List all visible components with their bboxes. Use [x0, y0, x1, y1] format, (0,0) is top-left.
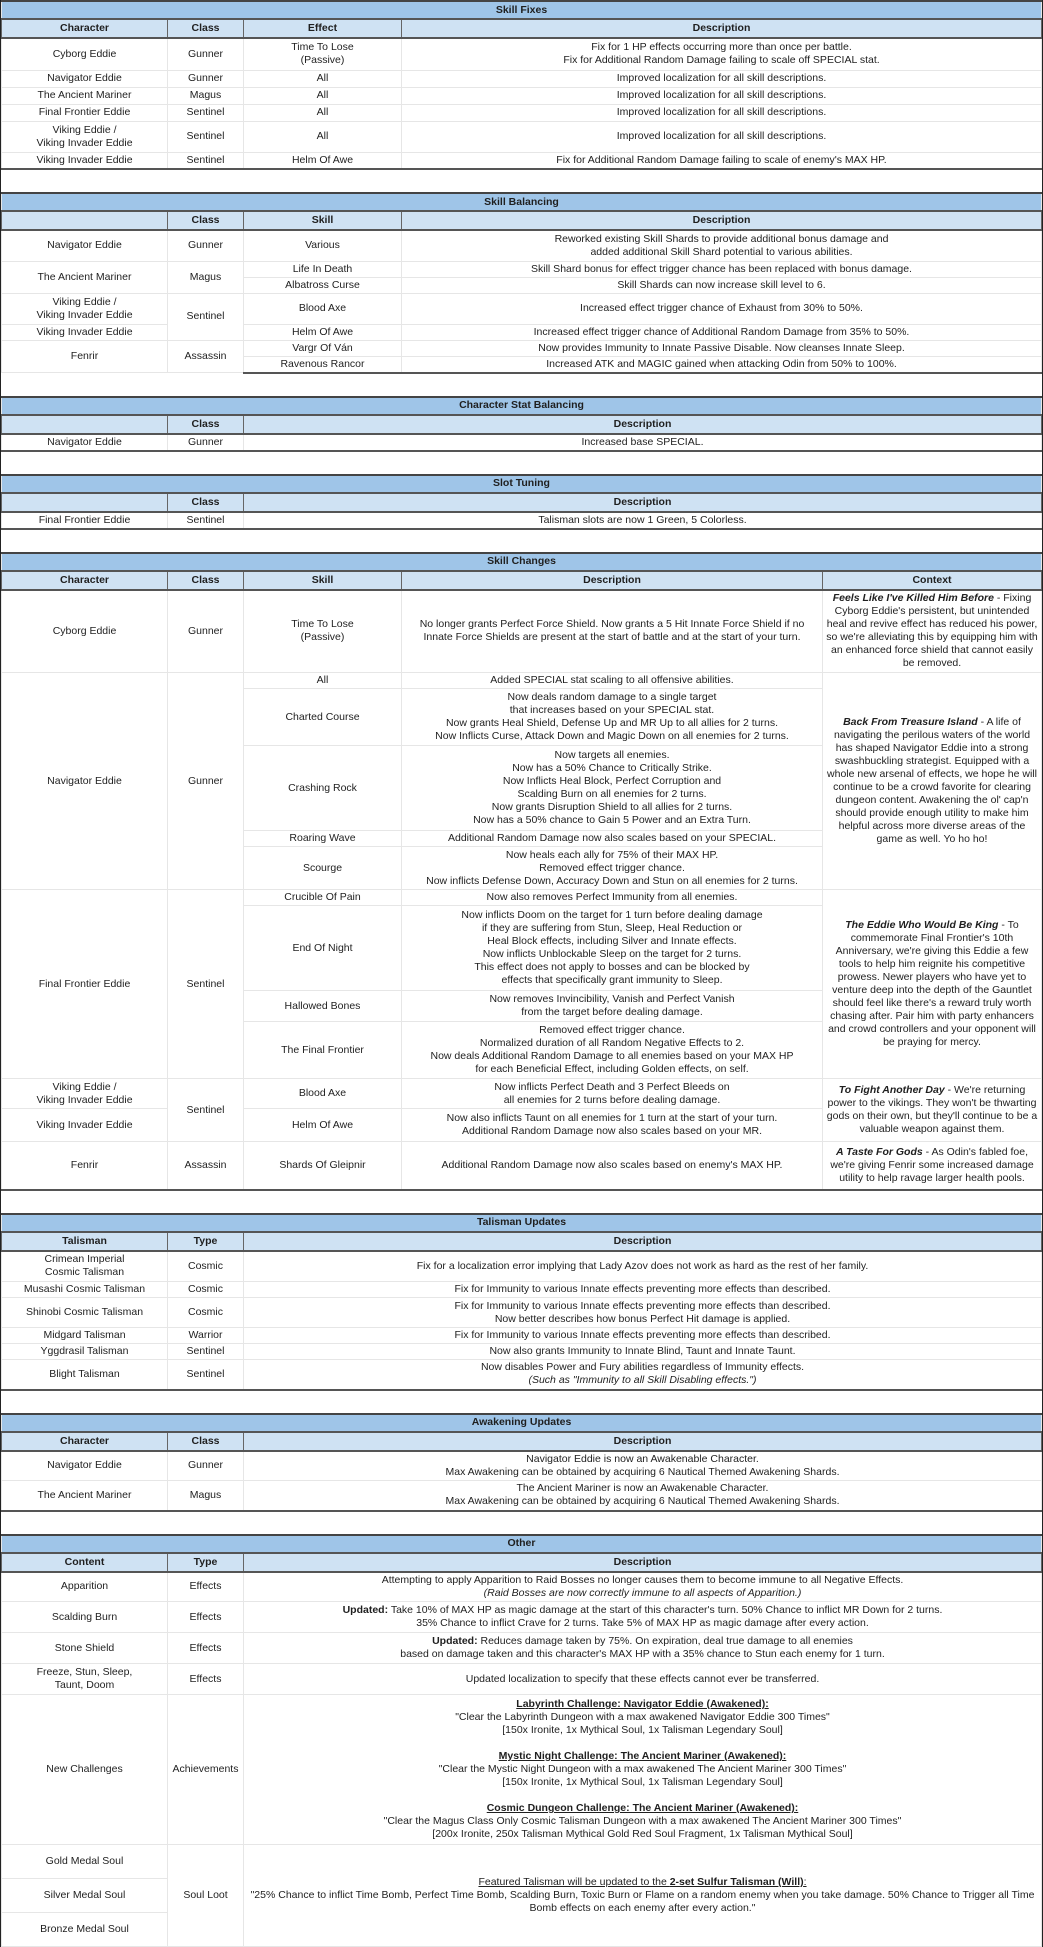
description-cell: Now also inflicts Taunt on all enemies for 1 turn at the start of your turn. Additional Random Damage now also scales based on your MR. — [402, 1109, 823, 1142]
description-cell: Fix for a localization error implying that Lady Azov does not work as hard as the rest of her family. — [244, 1251, 1042, 1282]
description-cell: Added SPECIAL stat scaling to all offensive abilities. — [402, 673, 823, 689]
effect-cell: All — [244, 87, 402, 104]
section-title: Slot Tuning — [2, 475, 1042, 493]
talisman-cell: Musashi Cosmic Talisman — [2, 1282, 168, 1298]
column-header: Talisman — [2, 1232, 168, 1251]
table-row — [2, 434, 1042, 451]
section-title: Skill Fixes — [2, 1, 1042, 19]
class-cell: Gunner — [168, 1451, 244, 1481]
effect-cell: All — [244, 104, 402, 121]
column-header: Class — [168, 493, 244, 512]
description-cell: Now removes Invincibility, Vanish and Perfect Vanish from the target before dealing damage. — [402, 991, 823, 1022]
skill-cell: Helm Of Awe — [244, 1109, 402, 1142]
skill-cell: Crashing Rock — [244, 746, 402, 831]
type-cell: Warrior — [168, 1328, 244, 1344]
table-row — [2, 1142, 1042, 1190]
description-cell: Now inflicts Doom on the target for 1 turn before dealing damage if they are suffering from Stun, Sleep, Heal Reduction or Heal Block effects, including Silver and Innate effects. Now inflicts Unblockable Sleep on the target for 2 turns. This effect does not apply to bosses and can be blocked by effects that specifically grant immunity to Sleep. — [402, 906, 823, 991]
section-spacer — [1, 1191, 1042, 1213]
column-header: Description — [244, 1232, 1042, 1251]
skill-cell: Life In Death — [244, 261, 402, 277]
class-cell: Magus — [168, 1481, 244, 1511]
class-cell: Sentinel — [168, 293, 244, 340]
character-cell: Navigator Eddie — [2, 434, 168, 451]
column-header: Description — [244, 1553, 1042, 1572]
description-cell: The Ancient Mariner is now an Awakenable Character. Max Awakening can be obtained by acquiring 6 Nautical Themed Awakening Shards. — [244, 1481, 1042, 1511]
description-cell: Labyrinth Challenge: Navigator Eddie (Awakened): "Clear the Labyrinth Dungeon with a max awakened Navigator Eddie 300 Times" [150x Ironite, 1x Mythical Soul, 1x Talisman Legendary Soul] Mystic Night Challenge: The Ancient Mariner (Awakened): "Clear the Mystic Night Dungeon with a max awakened The Ancient Mariner 300 Times" [150x Ironite, 1x Mythical Soul, 1x Talisman Legendary Soul] Cosmic Dungeon Challenge: The Ancient Mariner (Awakened): "Clear the Magus Class Only Cosmic Talisman Dungeon with a max awakened The Ancient Mariner 300 Times" [200x Ironite, 250x Talisman Mythical Gold Red Soul Fragment, 1x Talisman Mythical Soul] — [244, 1695, 1042, 1845]
section-title: Skill Changes — [2, 553, 1042, 571]
table-row — [2, 1298, 1042, 1328]
table-row — [2, 152, 1042, 169]
description-cell: Improved localization for all skill descriptions. — [402, 104, 1042, 121]
character-cell: Viking Eddie / Viking Invader Eddie — [2, 121, 168, 152]
table-row — [2, 104, 1042, 121]
awakening-updates-table — [1, 1413, 1042, 1512]
description-cell: Improved localization for all skill descriptions. — [402, 87, 1042, 104]
description-cell: Featured Talisman will be updated to the 2-set Sulfur Talisman (Will): "25% Chance to inflict Time Bomb, Perfect Time Bomb, Scalding Burn, Toxic Burn or Flame on a random enemy when you take damage. 50% Chance to Trigger all Time Bomb effects on each enemy after every action." — [244, 1845, 1042, 1947]
description-cell: Fix for Additional Random Damage failing to scale of enemy's MAX HP. — [402, 152, 1042, 169]
description-cell: Attempting to apply Apparition to Raid Bosses no longer causes them to become immune to all Negative Effects. (Raid Bosses are now correctly immune to all aspects of Apparition.) — [244, 1572, 1042, 1602]
challenge-title: Mystic Night Challenge: The Ancient Mariner (Awakened): — [247, 1750, 1038, 1763]
table-row — [2, 1079, 1042, 1109]
skill-cell: Vargr Of Ván — [244, 340, 402, 356]
description-cell: No longer grants Perfect Force Shield. Now grants a 5 Hit Innate Force Shield if no Innate Force Shields are present at the start of battle and at the start of your turn. — [402, 590, 823, 673]
table-row — [2, 890, 1042, 906]
table-row — [2, 1572, 1042, 1602]
table-row — [2, 293, 1042, 324]
description-cell: Fix for Immunity to various Innate effects preventing more effects than described. Now better describes how bonus Perfect Hit damage is applied. — [244, 1298, 1042, 1328]
type-cell: Sentinel — [168, 1360, 244, 1390]
column-header: Description — [244, 415, 1042, 434]
column-header — [2, 493, 168, 512]
class-cell: Sentinel — [168, 890, 244, 1079]
type-cell: Cosmic — [168, 1298, 244, 1328]
description-cell: Now deals random damage to a single target that increases based on your SPECIAL stat. Now grants Heal Shield, Defense Up and MR Up to all allies for 2 turns. Now Inflicts Curse, Attack Down and Magic Down on all enemies for 2 turns. — [402, 689, 823, 746]
effect-cell: Helm Of Awe — [244, 152, 402, 169]
skill-cell: Hallowed Bones — [244, 991, 402, 1022]
skill-balancing-table — [1, 192, 1042, 374]
character-cell: Cyborg Eddie — [2, 590, 168, 673]
column-header: Class — [168, 211, 244, 230]
class-cell: Magus — [168, 261, 244, 293]
character-cell: Final Frontier Eddie — [2, 512, 168, 529]
table-row — [2, 1633, 1042, 1664]
table-row — [2, 1695, 1042, 1845]
column-header: Context — [823, 571, 1042, 590]
description-cell: Skill Shard bonus for effect trigger chance has been replaced with bonus damage. — [402, 261, 1042, 277]
table-row — [2, 1845, 1042, 1879]
table-row — [2, 121, 1042, 152]
skill-fixes-table — [1, 0, 1042, 170]
table-row — [2, 1251, 1042, 1282]
description-cell: Now heals each ally for 75% of their MAX HP. Removed effect trigger chance. Now inflicts Defense Down, Accuracy Down and Stun on all enemies for 2 turns. — [402, 847, 823, 890]
column-header: Description — [402, 19, 1042, 38]
skill-cell: All — [244, 673, 402, 689]
stat-balancing-table — [1, 396, 1042, 452]
description-cell: Now disables Power and Fury abilities regardless of Immunity effects. (Such as "Immunity to all Skill Disabling effects.") — [244, 1360, 1042, 1390]
table-row — [2, 1451, 1042, 1481]
description-cell: Updated: Reduces damage taken by 75%. On expiration, deal true damage to all enemies based on damage taken and this character's MAX HP with a 35% chance to Stun each enemy for 1 turn. — [244, 1633, 1042, 1664]
table-row — [2, 87, 1042, 104]
class-cell: Assassin — [168, 340, 244, 373]
class-cell: Gunner — [168, 70, 244, 87]
description-cell: Now targets all enemies. Now has a 50% Chance to Critically Strike. Now Inflicts Heal Block, Perfect Corruption and Scalding Burn on all enemies for 2 turns. Now grants Disruption Shield to all allies for 2 turns. Now has a 50% chance to Gain 5 Power and an Extra Turn. — [402, 746, 823, 831]
column-header: Class — [168, 19, 244, 38]
section-spacer — [1, 452, 1042, 474]
character-cell: The Ancient Mariner — [2, 87, 168, 104]
section-title: Talisman Updates — [2, 1214, 1042, 1232]
character-cell: Final Frontier Eddie — [2, 104, 168, 121]
column-header: Description — [402, 571, 823, 590]
content-cell: New Challenges — [2, 1695, 168, 1845]
description-cell: Skill Shards can now increase skill level to 6. — [402, 277, 1042, 293]
character-cell: Viking Invader Eddie — [2, 324, 168, 340]
character-cell: Cyborg Eddie — [2, 38, 168, 70]
table-row — [2, 1344, 1042, 1360]
table-row — [2, 673, 1042, 689]
column-header — [2, 211, 168, 230]
column-header: Character — [2, 1432, 168, 1451]
talisman-cell: Shinobi Cosmic Talisman — [2, 1298, 168, 1328]
content-cell: Stone Shield — [2, 1633, 168, 1664]
column-header: Character — [2, 19, 168, 38]
character-cell: Viking Invader Eddie — [2, 1109, 168, 1142]
effect-cell: All — [244, 70, 402, 87]
character-cell: Navigator Eddie — [2, 673, 168, 890]
context-cell: Back From Treasure Island - A life of navigating the perilous waters of the world has shaped Navigator Eddie into a strong swashbuckling strategist. Equipped with a whole new arsenal of effects, we hope he will continue to be a crowd favorite for clearing dungeon content. Awakening the ol' cap'n should provide enough utility to make him helpful across more diverse areas of the game as well. Yo ho ho! — [823, 673, 1042, 890]
challenge-title: Cosmic Dungeon Challenge: The Ancient Mariner (Awakened): — [247, 1802, 1038, 1815]
class-cell: Sentinel — [168, 1079, 244, 1142]
challenge-title: Labyrinth Challenge: Navigator Eddie (Awakened): — [247, 1698, 1038, 1711]
type-cell: Cosmic — [168, 1282, 244, 1298]
table-row — [2, 261, 1042, 277]
skill-cell: Roaring Wave — [244, 831, 402, 847]
character-cell: Final Frontier Eddie — [2, 890, 168, 1079]
description-cell: Additional Random Damage now also scales based on enemy's MAX HP. — [402, 1142, 823, 1190]
table-row — [2, 512, 1042, 529]
context-title: Back From Treasure Island — [843, 716, 978, 728]
content-cell: Apparition — [2, 1572, 168, 1602]
description-cell: Increased ATK and MAGIC gained when attacking Odin from 50% to 100%. — [402, 356, 1042, 373]
skill-cell: Various — [244, 230, 402, 261]
character-cell: Navigator Eddie — [2, 230, 168, 261]
column-header: Class — [168, 1432, 244, 1451]
effect-cell: Time To Lose (Passive) — [244, 38, 402, 70]
character-cell: Navigator Eddie — [2, 70, 168, 87]
column-header: Class — [168, 571, 244, 590]
class-cell: Gunner — [168, 230, 244, 261]
section-spacer — [1, 170, 1042, 192]
description-cell: Fix for Immunity to various Innate effects preventing more effects than described. — [244, 1328, 1042, 1344]
type-cell: Effects — [168, 1572, 244, 1602]
class-cell: Sentinel — [168, 104, 244, 121]
skill-cell: End Of Night — [244, 906, 402, 991]
table-row — [2, 1602, 1042, 1633]
context-cell: A Taste For Gods - As Odin's fabled foe, we're giving Fenrir some increased damage utility to help ravage larger health pools. — [823, 1142, 1042, 1190]
skill-cell: Time To Lose (Passive) — [244, 590, 402, 673]
slot-tuning-table — [1, 474, 1042, 530]
column-header: Description — [402, 211, 1042, 230]
table-row — [2, 230, 1042, 261]
character-cell: The Ancient Mariner — [2, 1481, 168, 1511]
section-title: Awakening Updates — [2, 1414, 1042, 1432]
description-cell: Now also removes Perfect Immunity from all enemies. — [402, 890, 823, 906]
context-title: The Eddie Who Would Be King — [845, 919, 998, 931]
table-row — [2, 1328, 1042, 1344]
content-cell: Gold Medal Soul — [2, 1845, 168, 1879]
type-cell: Effects — [168, 1633, 244, 1664]
description-cell: Increased effect trigger chance of Additional Random Damage from 35% to 50%. — [402, 324, 1042, 340]
class-cell: Sentinel — [168, 152, 244, 169]
table-row — [2, 1282, 1042, 1298]
column-header: Class — [168, 415, 244, 434]
column-header: Skill — [244, 571, 402, 590]
skill-cell: Shards Of Gleipnir — [244, 1142, 402, 1190]
character-cell: Viking Eddie / Viking Invader Eddie — [2, 293, 168, 324]
skill-cell: Crucible Of Pain — [244, 890, 402, 906]
class-cell: Gunner — [168, 434, 244, 451]
table-row — [2, 340, 1042, 356]
section-title: Skill Balancing — [2, 193, 1042, 211]
type-cell: Achievements — [168, 1695, 244, 1845]
content-cell: Freeze, Stun, Sleep, Taunt, Doom — [2, 1664, 168, 1695]
description-cell: Now provides Immunity to Innate Passive Disable. Now cleanses Innate Sleep. — [402, 340, 1042, 356]
description-cell: Updated: Take 10% of MAX HP as magic damage at the start of this character's turn. 50% Chance to inflict MR Down for 2 turns. 35% Chance to inflict Crave for 2 turns. Take 5% of MAX HP as magic damage after every action. — [244, 1602, 1042, 1633]
column-header: Content — [2, 1553, 168, 1572]
column-header: Effect — [244, 19, 402, 38]
context-cell: To Fight Another Day - We're returning power to the vikings. They won't be thwarting gods on their own, but they'll continue to be a valuable weapon against them. — [823, 1079, 1042, 1142]
content-cell: Silver Medal Soul — [2, 1879, 168, 1913]
column-header: Type — [168, 1232, 244, 1251]
section-title: Other — [2, 1535, 1042, 1553]
description-cell: Reworked existing Skill Shards to provide additional bonus damage and added additional Skill Shard potential to various abilities. — [402, 230, 1042, 261]
column-header: Description — [244, 493, 1042, 512]
effect-cell: All — [244, 121, 402, 152]
skill-cell: Charted Course — [244, 689, 402, 746]
type-cell: Sentinel — [168, 1344, 244, 1360]
skill-cell: Helm Of Awe — [244, 324, 402, 340]
description-cell: Now also grants Immunity to Innate Blind, Taunt and Innate Taunt. — [244, 1344, 1042, 1360]
column-header — [2, 415, 168, 434]
table-row — [2, 1664, 1042, 1695]
class-cell: Gunner — [168, 590, 244, 673]
context-cell: The Eddie Who Would Be King - To commemorate Final Frontier's 10th Anniversary, we're giving this Eddie a few tools to help him reignite his competitive prowess. Newer players who have yet to venture deep into the depth of the Gauntlet should feel like there's a reward truly worth chasing after. Pair him with party enhancers and crowd controllers and your opponent will be praying for mercy. — [823, 890, 1042, 1079]
other-table — [1, 1534, 1042, 1947]
character-cell: Navigator Eddie — [2, 1451, 168, 1481]
character-cell: Viking Eddie / Viking Invader Eddie — [2, 1079, 168, 1109]
description-cell: Updated localization to specify that these effects cannot ever be transferred. — [244, 1664, 1042, 1695]
skill-cell: The Final Frontier — [244, 1022, 402, 1079]
context-title: To Fight Another Day — [839, 1084, 945, 1096]
type-cell: Effects — [168, 1664, 244, 1695]
talisman-cell: Crimean Imperial Cosmic Talisman — [2, 1251, 168, 1282]
class-cell: Gunner — [168, 38, 244, 70]
class-cell: Sentinel — [168, 121, 244, 152]
type-cell: Effects — [168, 1602, 244, 1633]
description-cell: Increased base SPECIAL. — [244, 434, 1042, 451]
character-cell: Fenrir — [2, 340, 168, 373]
talisman-cell: Blight Talisman — [2, 1360, 168, 1390]
class-cell: Assassin — [168, 1142, 244, 1190]
section-title: Character Stat Balancing — [2, 397, 1042, 415]
character-cell: Viking Invader Eddie — [2, 152, 168, 169]
skill-cell: Blood Axe — [244, 293, 402, 324]
talisman-cell: Yggdrasil Talisman — [2, 1344, 168, 1360]
skill-cell: Scourge — [244, 847, 402, 890]
description-cell: Removed effect trigger chance. Normalized duration of all Random Negative Effects to 2. Now deals Additional Random Damage to all enemies based on your MAX HP for each Beneficial Effect, including Golden effects, on self. — [402, 1022, 823, 1079]
description-cell: Talisman slots are now 1 Green, 5 Colorless. — [244, 512, 1042, 529]
skill-changes-table — [1, 552, 1042, 1191]
column-header: Type — [168, 1553, 244, 1572]
context-cell: Feels Like I've Killed Him Before - Fixing Cyborg Eddie's persistent, but unintended heal and revive effect has reduced his power, so we're alleviating this by equipping him with an enhanced force shield that cannot easily be removed. — [823, 590, 1042, 673]
table-row — [2, 1360, 1042, 1390]
description-cell: Increased effect trigger chance of Exhaust from 30% to 50%. — [402, 293, 1042, 324]
content-cell: Bronze Medal Soul — [2, 1913, 168, 1947]
class-cell: Magus — [168, 87, 244, 104]
table-row — [2, 590, 1042, 673]
character-cell: Fenrir — [2, 1142, 168, 1190]
skill-cell: Albatross Curse — [244, 277, 402, 293]
context-title: Feels Like I've Killed Him Before — [833, 592, 994, 604]
description-cell: Fix for Immunity to various Innate effects preventing more effects than described. — [244, 1282, 1042, 1298]
character-cell: The Ancient Mariner — [2, 261, 168, 293]
skill-cell: Blood Axe — [244, 1079, 402, 1109]
class-cell: Gunner — [168, 673, 244, 890]
class-cell: Sentinel — [168, 512, 244, 529]
talisman-cell: Midgard Talisman — [2, 1328, 168, 1344]
description-cell: Improved localization for all skill descriptions. — [402, 70, 1042, 87]
description-cell: Improved localization for all skill descriptions. — [402, 121, 1042, 152]
table-row — [2, 70, 1042, 87]
column-header: Character — [2, 571, 168, 590]
skill-cell: Ravenous Rancor — [244, 356, 402, 373]
description-cell: Navigator Eddie is now an Awakenable Character. Max Awakening can be obtained by acquiring 6 Nautical Themed Awakening Shards. — [244, 1451, 1042, 1481]
talisman-updates-table — [1, 1213, 1042, 1391]
type-cell: Cosmic — [168, 1251, 244, 1282]
section-spacer — [1, 374, 1042, 396]
description-cell: Fix for 1 HP effects occurring more than once per battle. Fix for Additional Random Damage failing to scale off SPECIAL stat. — [402, 38, 1042, 70]
description-cell: Additional Random Damage now also scales based on your SPECIAL. — [402, 831, 823, 847]
section-spacer — [1, 1512, 1042, 1534]
context-title: A Taste For Gods — [836, 1146, 923, 1158]
type-cell: Soul Loot — [168, 1845, 244, 1947]
description-cell: Now inflicts Perfect Death and 3 Perfect Bleeds on all enemies for 2 turns before dealing damage. — [402, 1079, 823, 1109]
column-header: Description — [244, 1432, 1042, 1451]
content-cell: Scalding Burn — [2, 1602, 168, 1633]
table-row — [2, 1481, 1042, 1511]
section-spacer — [1, 1391, 1042, 1413]
section-spacer — [1, 530, 1042, 552]
table-row — [2, 324, 1042, 340]
column-header: Skill — [244, 211, 402, 230]
table-row — [2, 38, 1042, 70]
